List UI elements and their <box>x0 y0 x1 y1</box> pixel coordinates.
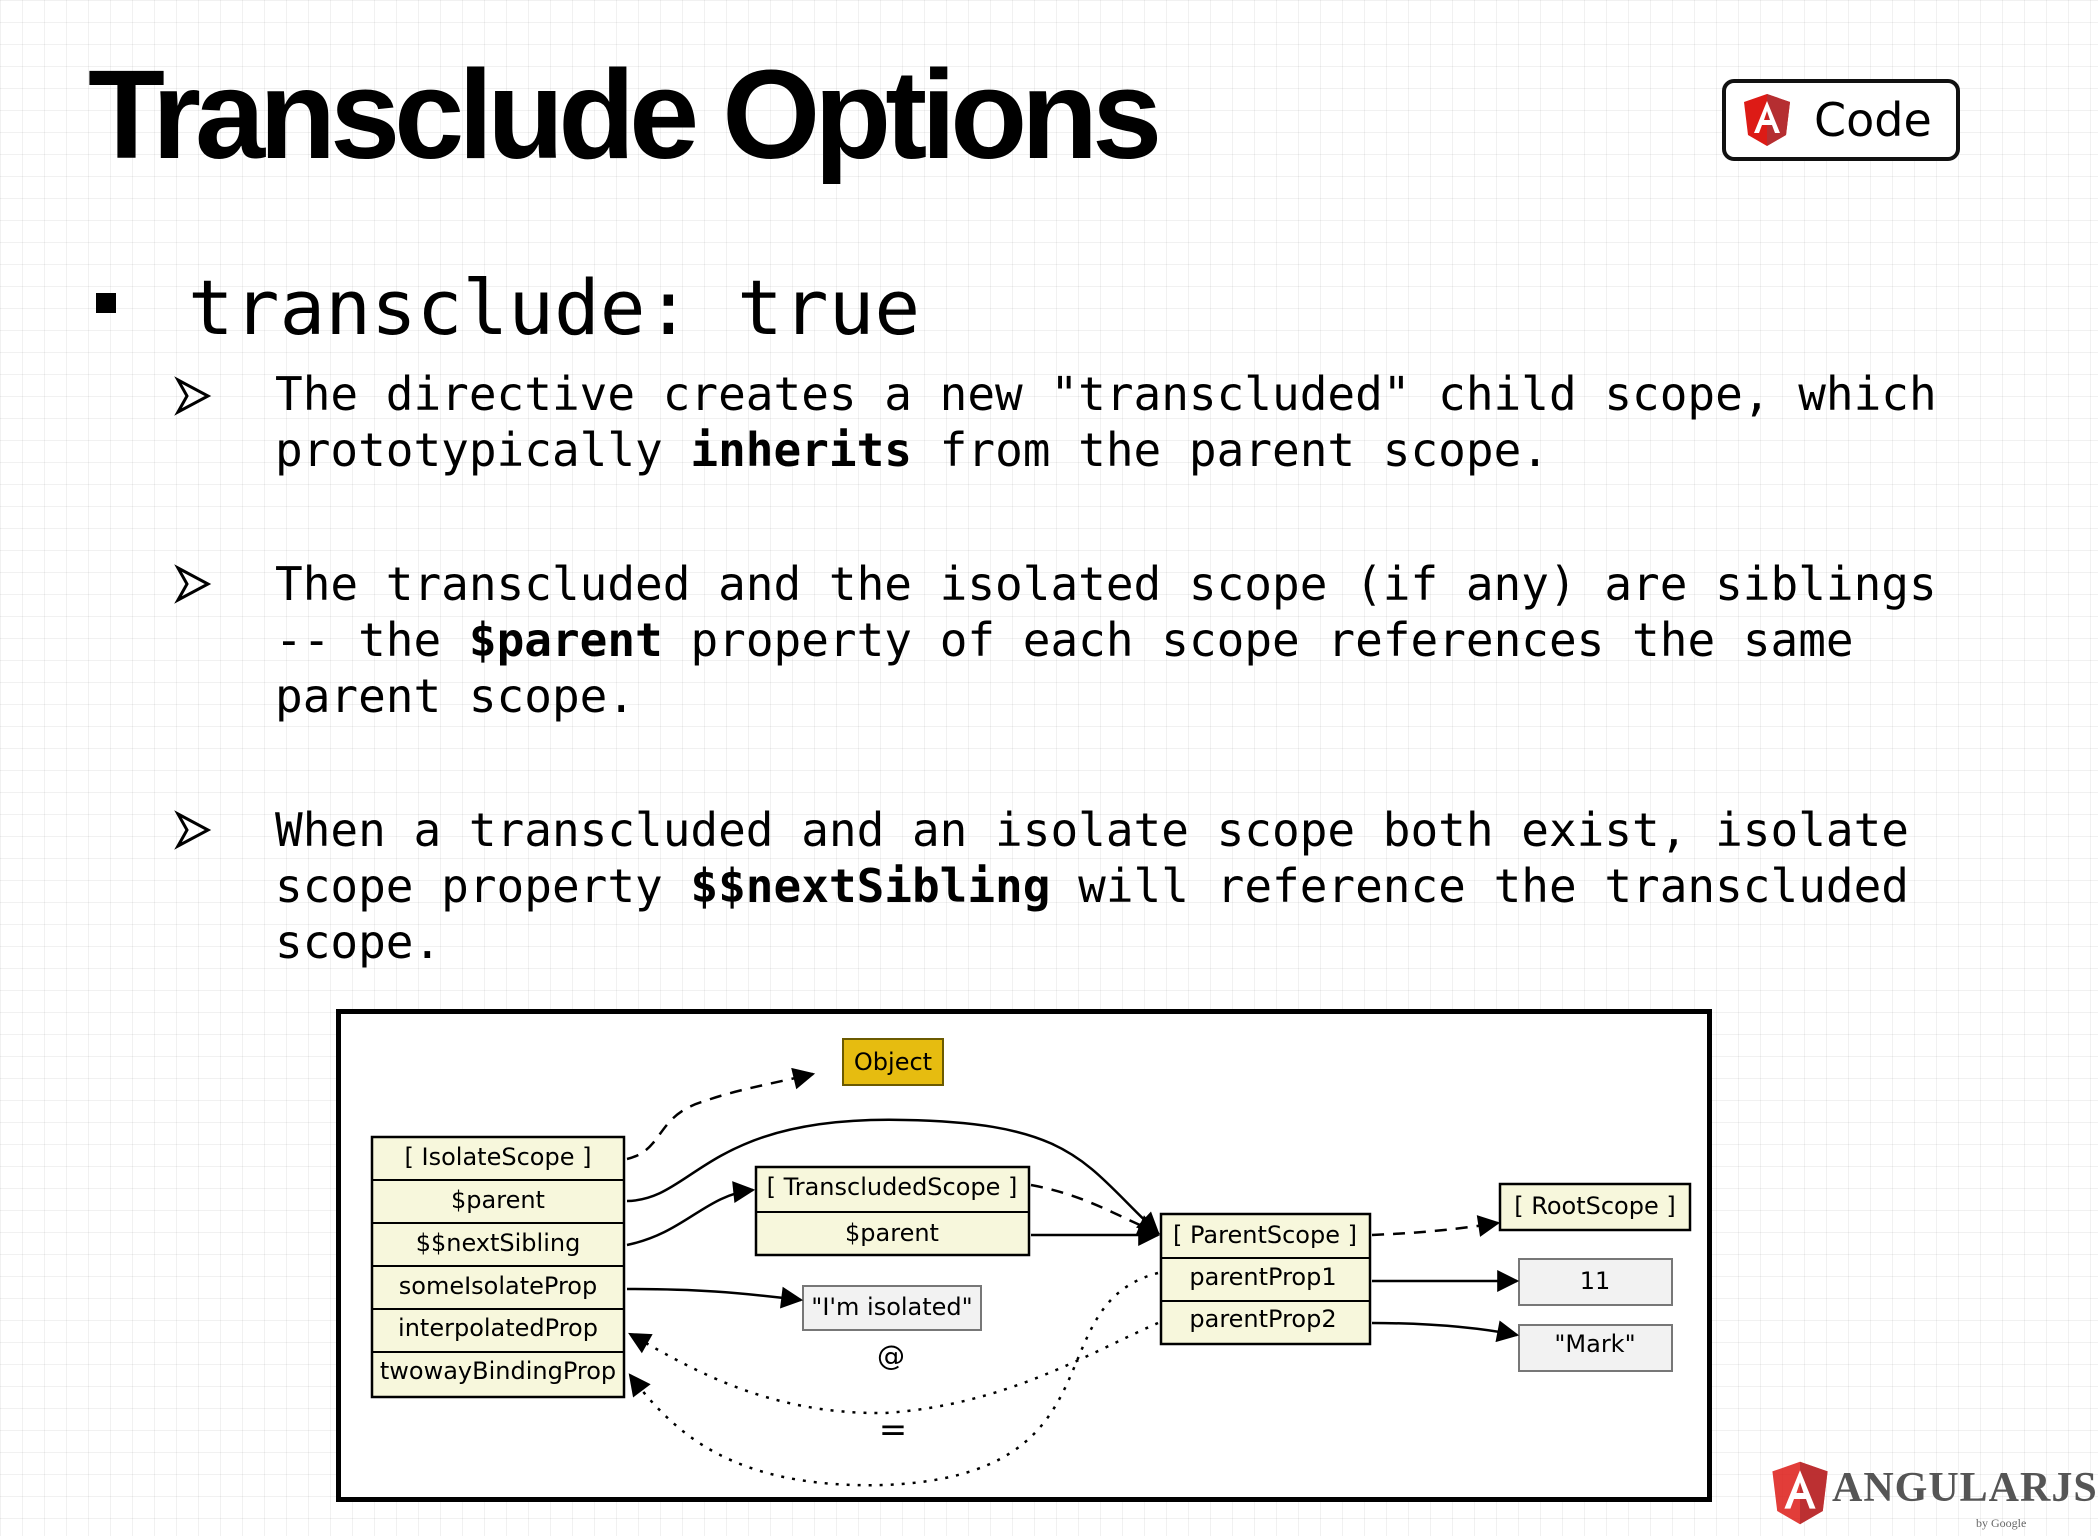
value-isolated-node <box>803 1286 981 1330</box>
object-label: Object <box>853 1048 933 1076</box>
edge-prop2-to-value <box>1372 1323 1517 1335</box>
isolate-scope-header: [ IsolateScope ] <box>404 1143 592 1171</box>
point-2: The transcluded and the isolated scope (if any) are siblings -- the $parent property of each scope references the same parent scope. <box>275 557 1937 723</box>
edge-transcluded-to-parent <box>1031 1185 1158 1233</box>
isolate-row-interpolated-prop: interpolatedProp <box>398 1314 598 1342</box>
arrowhead-bullet-icon <box>176 812 210 848</box>
value-prop2-label: "Mark" <box>1554 1330 1636 1358</box>
edge-parent-to-root <box>1372 1223 1498 1235</box>
parent-scope-node <box>1161 1214 1370 1344</box>
slide-heading: transclude: true <box>188 263 921 352</box>
point-3-bold: $$nextSibling <box>690 859 1051 913</box>
logo-text: ANGULARJS <box>1832 1465 2098 1511</box>
code-button-label: Code <box>1814 93 1932 147</box>
value-isolated-label: "I'm isolated" <box>811 1293 973 1321</box>
isolate-row-next-sibling: $$nextSibling <box>415 1229 581 1257</box>
object-node <box>843 1039 943 1085</box>
interpolate-symbol: @ <box>877 1339 905 1372</box>
transcluded-row-parent: $parent <box>845 1219 939 1247</box>
angularjs-logo <box>1770 1458 2098 1534</box>
slide-title: Transclude Options <box>88 44 1157 185</box>
parent-scope-header: [ ParentScope ] <box>1173 1221 1357 1249</box>
parent-row-prop1: parentProp1 <box>1189 1263 1337 1291</box>
root-scope-label: [ RootScope ] <box>1514 1192 1676 1220</box>
point-2-bold: $parent <box>468 613 663 667</box>
root-scope-node <box>1500 1184 1690 1230</box>
isolate-row-some-isolate-prop: someIsolateProp <box>398 1272 598 1300</box>
code-button[interactable] <box>1722 79 1960 161</box>
diagram-edges <box>627 1074 1517 1485</box>
angular-shield-icon <box>1742 93 1792 147</box>
transcluded-scope-header: [ TranscludedScope ] <box>766 1173 1018 1201</box>
parent-row-prop2: parentProp2 <box>1189 1305 1337 1333</box>
isolate-scope-node <box>372 1137 624 1397</box>
angular-logo-shield-icon <box>1770 1458 1830 1528</box>
transcluded-scope-node <box>756 1167 1029 1255</box>
edge-isolate-to-object <box>627 1074 813 1159</box>
isolate-row-parent: $parent <box>451 1186 545 1214</box>
point-1: The directive creates a new "transcluded" child scope, which prototypically inherits from the parent scope. <box>275 367 1937 477</box>
twoway-symbol: = <box>878 1410 908 1450</box>
arrowhead-bullet-icon <box>176 378 210 414</box>
value-prop2-node <box>1519 1325 1672 1371</box>
value-prop1-node <box>1519 1259 1672 1305</box>
scope-diagram <box>336 1009 1712 1502</box>
arrowhead-bullet-icon <box>176 566 210 602</box>
value-prop1-label: 11 <box>1579 1267 1611 1295</box>
point-1-bold: inherits <box>690 423 912 477</box>
point-3: When a transcluded and an isolate scope both exist, isolate scope property $$nextSibling will reference the transcluded scope. <box>275 803 1909 969</box>
logo-subtext: by Google <box>1976 1516 2027 1530</box>
edge-some-isolate-prop-to-value <box>627 1289 801 1300</box>
bullet-square <box>96 293 116 313</box>
isolate-row-twoway-binding-prop: twowayBindingProp <box>379 1357 617 1385</box>
